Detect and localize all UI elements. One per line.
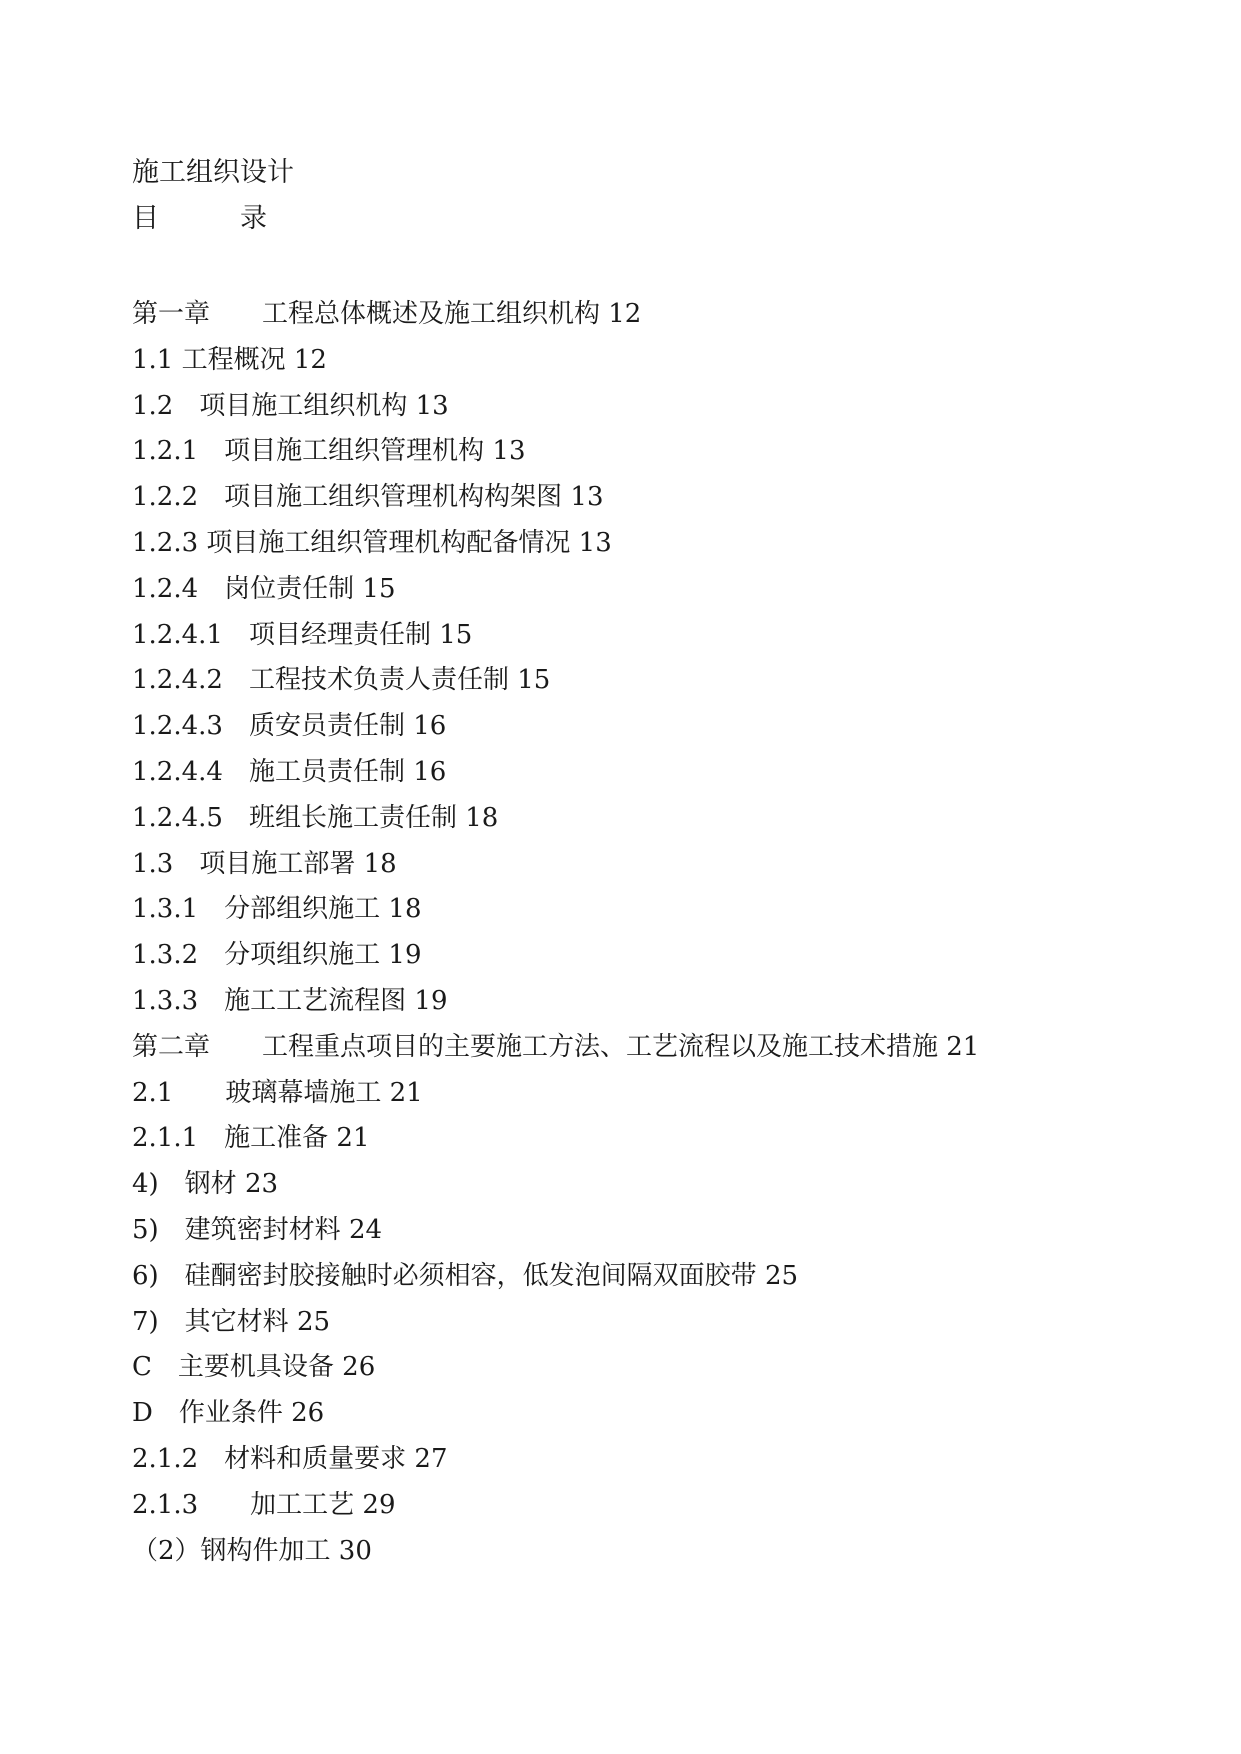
toc-entry: 第二章 工程重点项目的主要施工方法、工艺流程以及施工技术措施 21 [132, 1031, 980, 1062]
toc-entry: C 主要机具设备 26 [132, 1352, 376, 1383]
toc-entry: 2.1.1 施工准备 21 [132, 1123, 370, 1154]
table-of-contents [132, 292, 979, 1574]
toc-entry: 1.2.2 项目施工组织管理机构构架图 13 [132, 482, 604, 513]
toc-entry: 2.1.3 加工工艺 29 [132, 1489, 396, 1520]
document-title: 施工组织设计 [132, 157, 294, 188]
toc-heading: 目 录 [132, 203, 267, 234]
toc-entry: 1.2.4.4 施工员责任制 16 [132, 756, 447, 787]
toc-entry: 1.3 项目施工部署 18 [132, 848, 397, 879]
toc-entry: 1.1 工程概况 12 [132, 344, 327, 375]
toc-entry: 1.3.3 施工工艺流程图 19 [132, 985, 448, 1016]
toc-entry: 1.2.4 岗位责任制 15 [132, 573, 396, 604]
toc-entry: 1.3.2 分项组织施工 19 [132, 940, 422, 971]
toc-entry: 7) 其它材料 25 [132, 1306, 331, 1337]
toc-entry: 1.2 项目施工组织机构 13 [132, 390, 449, 421]
toc-entry: 5) 建筑密封材料 24 [132, 1214, 383, 1245]
toc-entry: 4) 钢材 23 [132, 1169, 279, 1200]
toc-entry: 1.2.4.5 班组长施工责任制 18 [132, 802, 499, 833]
toc-entry: 1.2.3 项目施工组织管理机构配备情况 13 [132, 527, 612, 558]
toc-entry: 1.2.4.2 工程技术负责人责任制 15 [132, 665, 551, 696]
toc-entry: 6) 硅酮密封胶接触时必须相容，低发泡间隔双面胶带 25 [132, 1260, 799, 1291]
toc-entry: D 作业条件 26 [132, 1398, 325, 1429]
toc-entry: 1.2.4.1 项目经理责任制 15 [132, 619, 473, 650]
toc-entry: 2.1 玻璃幕墙施工 21 [132, 1077, 423, 1108]
toc-entry: 1.3.1 分部组织施工 18 [132, 894, 422, 925]
toc-entry: 1.2.4.3 质安员责任制 16 [132, 711, 447, 742]
toc-entry: 2.1.2 材料和质量要求 27 [132, 1443, 448, 1474]
toc-entry: 1.2.1 项目施工组织管理机构 13 [132, 436, 526, 467]
toc-entry: （2）钢构件加工 30 [132, 1535, 372, 1566]
toc-entry: 第一章 工程总体概述及施工组织机构 12 [132, 299, 642, 329]
